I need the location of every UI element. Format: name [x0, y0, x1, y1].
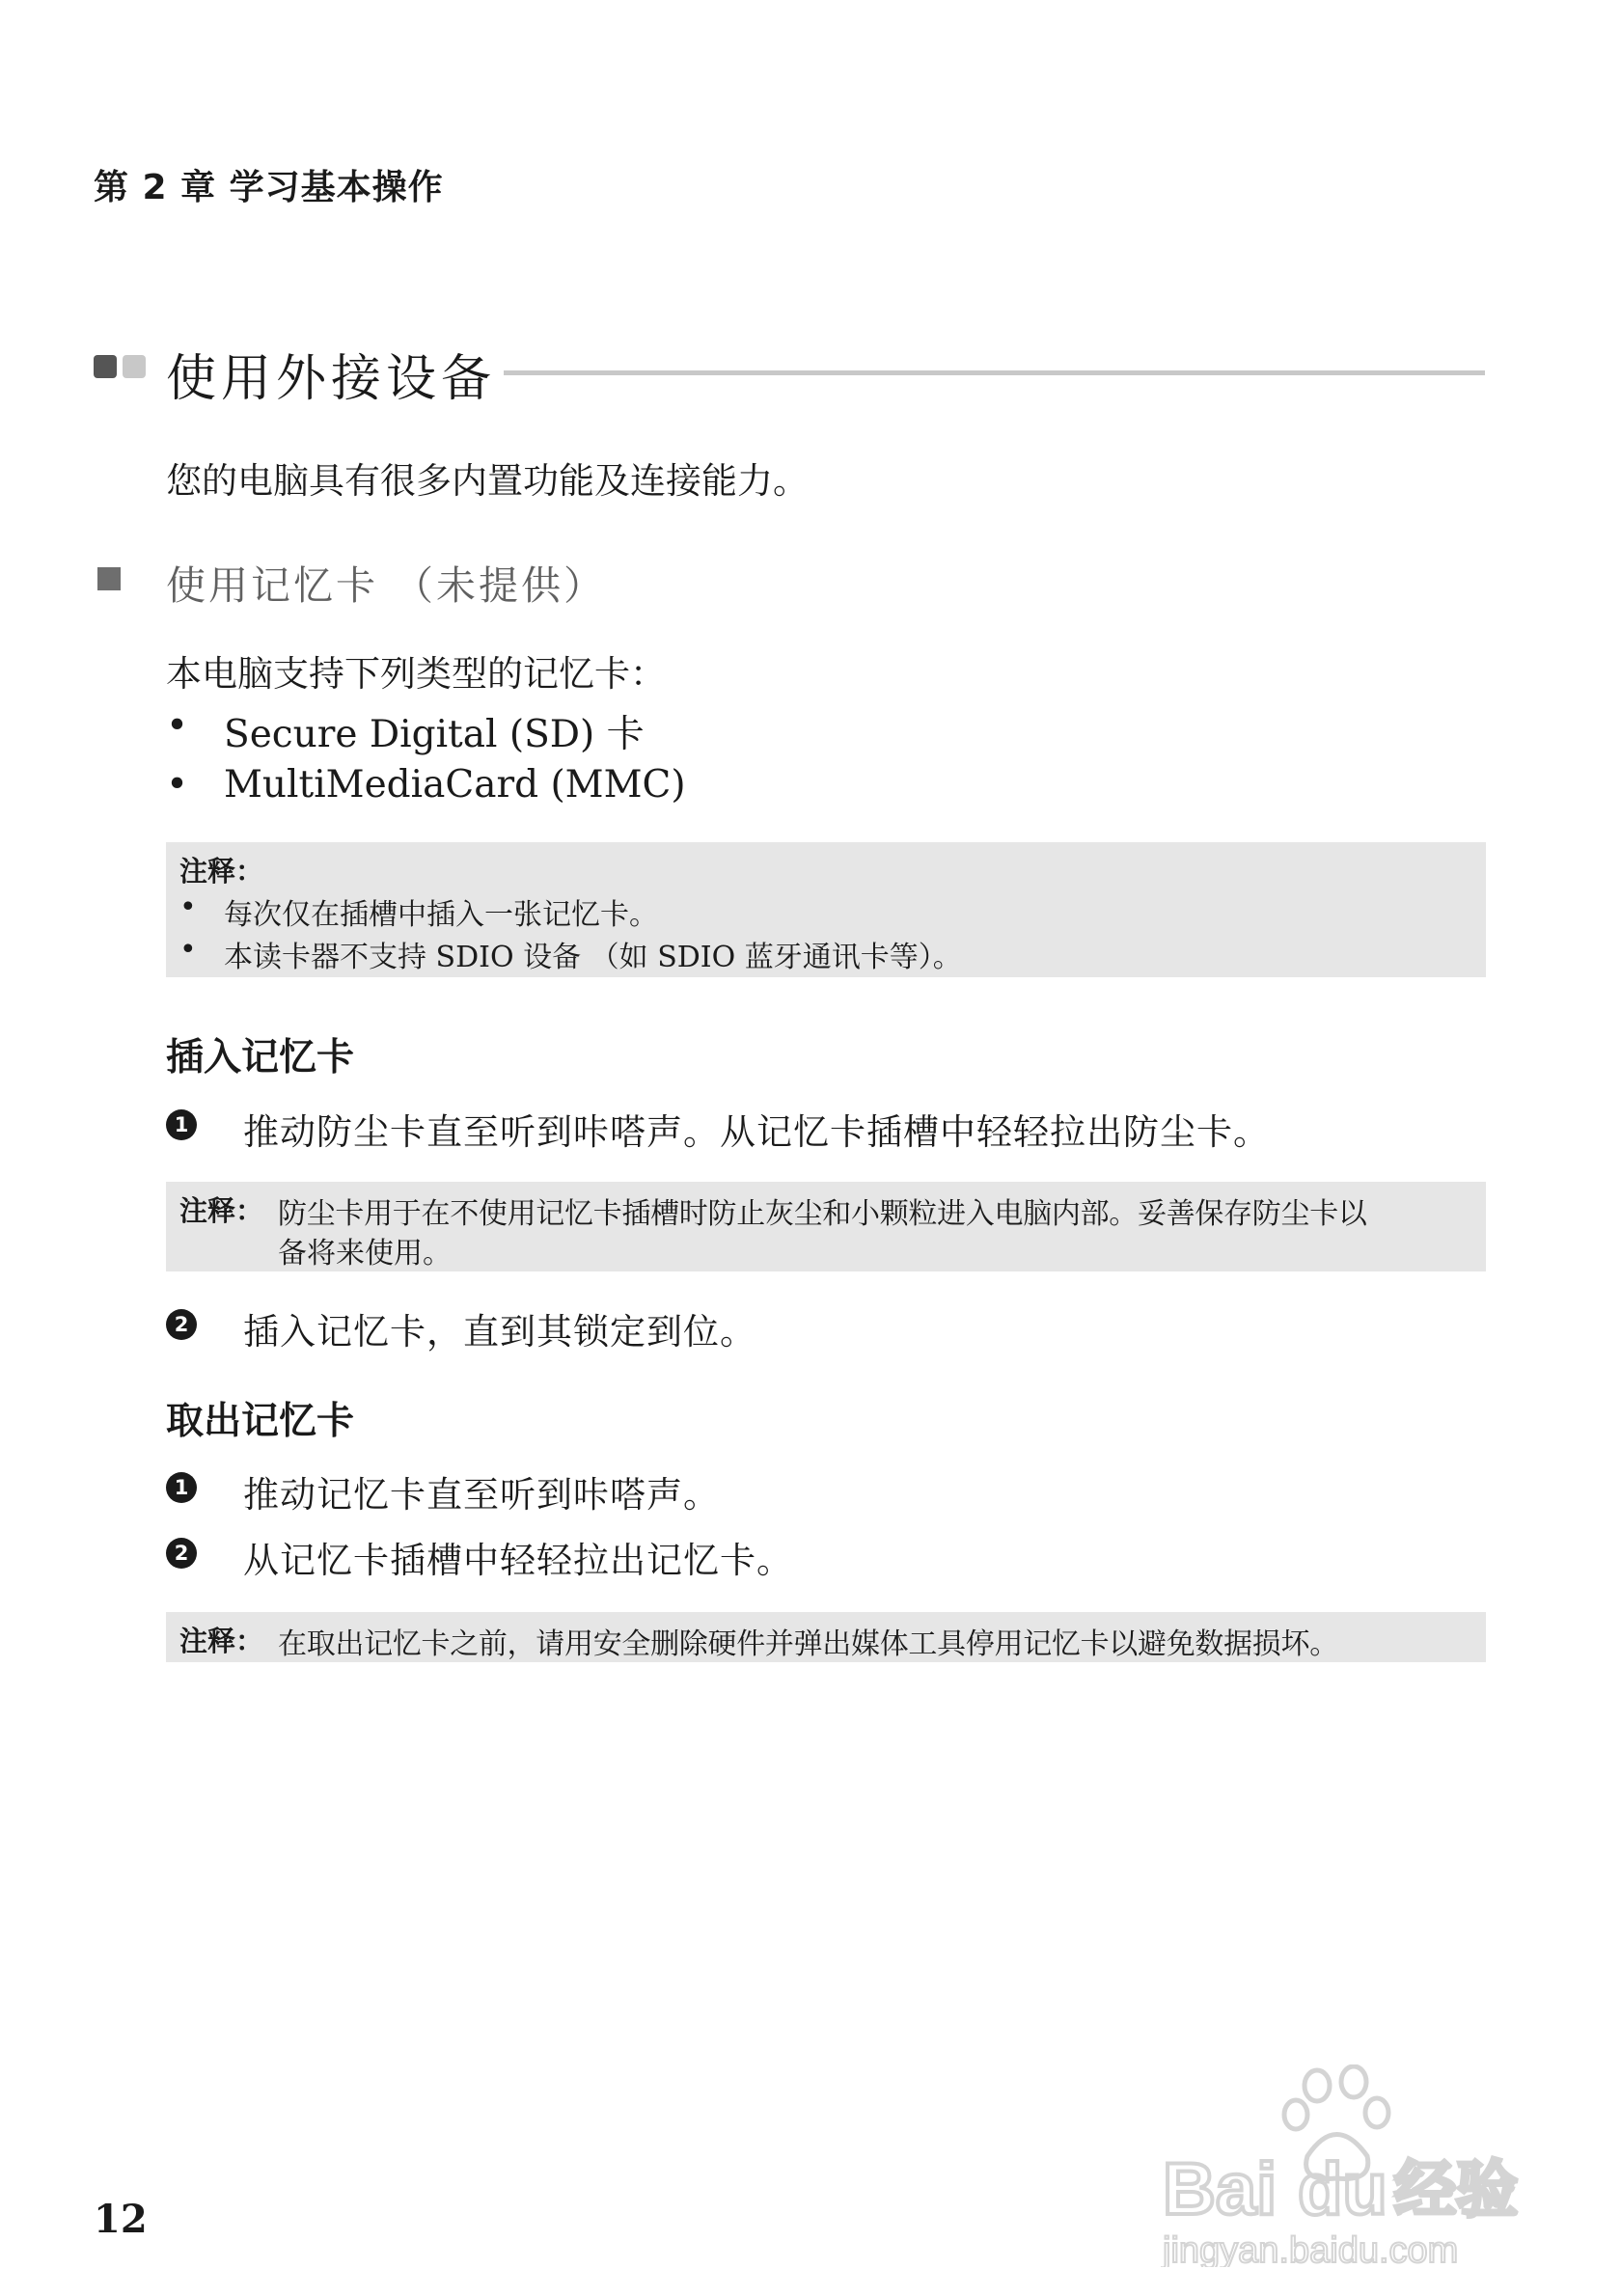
- section-marker-dark: [94, 355, 117, 378]
- step-text: 插入记忆卡，直到其锁定到位。: [243, 1311, 756, 1353]
- step-number: 2: [166, 1538, 197, 1569]
- note-item: 每次仅在插槽中插入一张记忆卡。: [224, 898, 658, 932]
- card-type-label: MultiMediaCard (MMC): [224, 763, 686, 806]
- chapter-header: 第 2 章 学习基本操作: [94, 168, 444, 207]
- note-item: 本读卡器不支持 SDIO 设备 （如 SDIO 蓝牙通讯卡等）。: [224, 941, 962, 974]
- step-text: 推动防尘卡直至听到咔嗒声。从记忆卡插槽中轻轻拉出防尘卡。: [243, 1111, 1270, 1153]
- svg-text:du: du: [1298, 2148, 1387, 2230]
- bullet: •: [166, 763, 189, 806]
- baidu-watermark-logo: [1153, 2064, 1539, 2267]
- svg-text:Bai: Bai: [1163, 2148, 1278, 2230]
- section-marker-light: [123, 355, 146, 378]
- step-text: 推动记忆卡直至听到咔嗒声。: [243, 1474, 720, 1516]
- section-intro: 您的电脑具有很多内置功能及连接能力。: [166, 460, 809, 502]
- step-number: 1: [166, 1472, 197, 1503]
- note-box: [166, 842, 1486, 977]
- step-text: 从记忆卡插槽中轻轻拉出记忆卡。: [243, 1540, 793, 1581]
- page-number: 12: [94, 2197, 148, 2242]
- svg-text:经验: 经验: [1394, 2155, 1518, 2225]
- section-title-row: [94, 338, 1485, 408]
- procedure-title-insert: 插入记忆卡: [166, 1036, 355, 1080]
- supported-cards-intro: 本电脑支持下列类型的记忆卡：: [166, 653, 666, 695]
- section-title: 使用外接设备: [166, 350, 497, 408]
- note-box: [166, 1612, 1486, 1662]
- note-text: 在取出记忆卡之前，请用安全删除硬件并弹出媒体工具停用记忆卡以避免数据损坏。: [278, 1627, 1338, 1661]
- note-label: 注释：: [179, 855, 264, 888]
- note-text-line-1: 防尘卡用于在不使用记忆卡插槽时防止灰尘和小颗粒进入电脑内部。妥善保存防尘卡以: [278, 1197, 1367, 1231]
- procedure-title-remove: 取出记忆卡: [166, 1400, 355, 1443]
- subsection-title: 使用记忆卡 （未提供）: [166, 562, 607, 609]
- step-number: 2: [166, 1309, 197, 1340]
- bullet: •: [166, 704, 189, 748]
- step-number: 1: [166, 1109, 197, 1140]
- note-text-line-2: 备将来使用。: [278, 1237, 452, 1271]
- svg-text:jingyan.baidu.com: jingyan.baidu.com: [1163, 2230, 1459, 2267]
- paw-icon: [1153, 2064, 1539, 2267]
- card-type-label: Secure Digital (SD) 卡: [224, 713, 645, 756]
- note-bullet: •: [179, 890, 197, 924]
- note-bullet: •: [179, 933, 197, 967]
- note-label: 注释：: [179, 1194, 264, 1227]
- section-title-rule: [504, 370, 1485, 375]
- note-label: 注释：: [179, 1625, 264, 1657]
- subsection-square-bullet: [97, 567, 121, 590]
- note-box: [166, 1182, 1486, 1271]
